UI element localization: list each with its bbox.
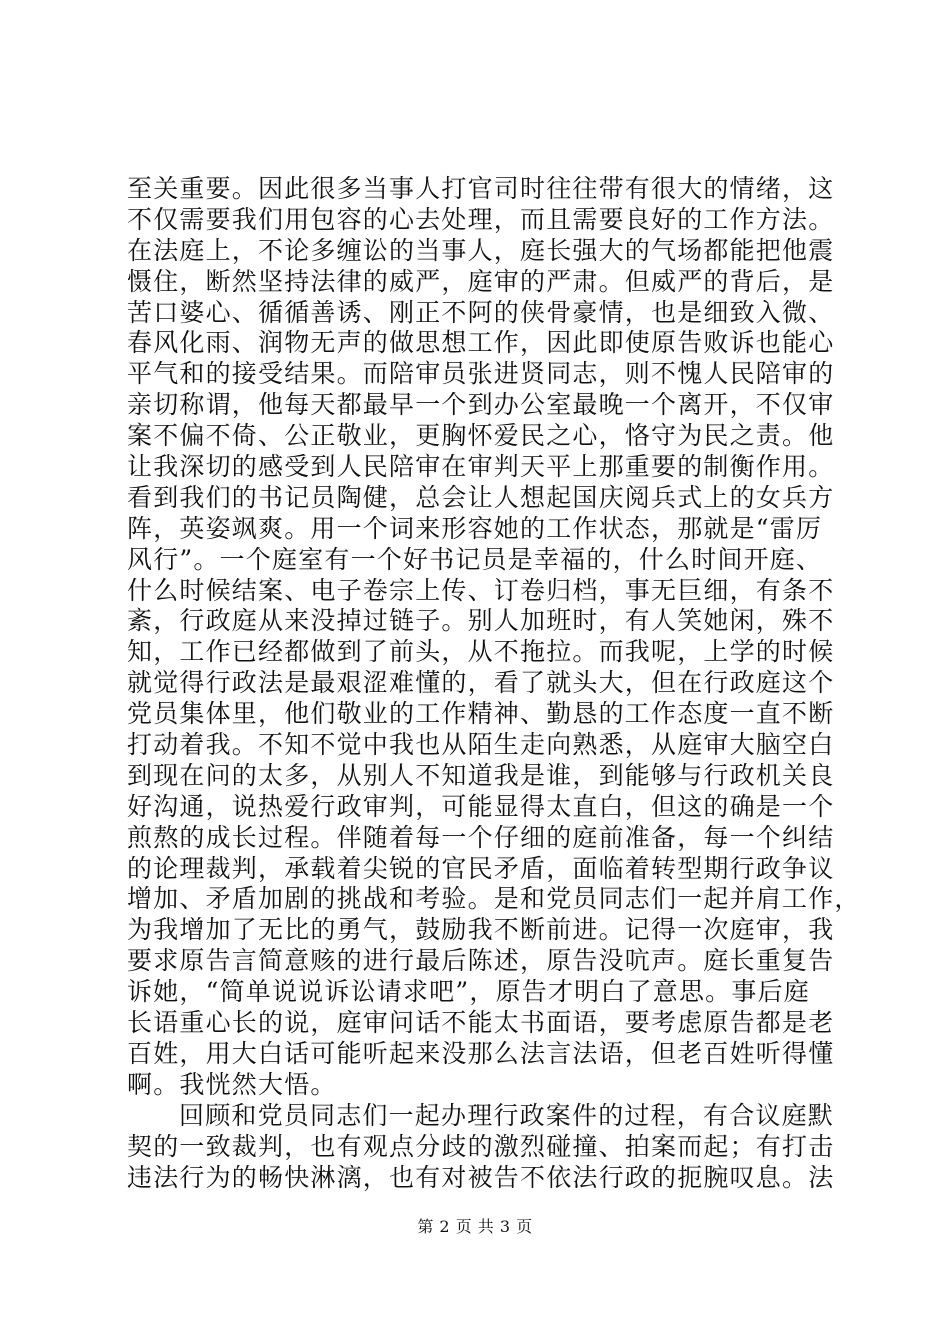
text-line: 百姓，用大白话可能听起来没那么法言法语，但老百姓听得懂 bbox=[127, 1038, 835, 1068]
text-line: 知，工作已经都做到了前头，从不拖拉。而我呢，上学的时候 bbox=[127, 637, 835, 667]
paragraph-2 bbox=[127, 1100, 835, 1194]
text-line: 不仅需要我们用包容的心去处理，而且需要良好的工作方法。 bbox=[127, 204, 835, 234]
text-line: 煎熬的成长过程。伴随着每一个仔细的庭前准备，每一个纠结 bbox=[127, 822, 835, 852]
text-line: 亲切称谓，他每天都最早一个到办公室最晚一个离开，不仅审 bbox=[127, 390, 835, 420]
text-line: 案不偏不倚、公正敬业，更胸怀爱民之心，恪守为民之责。他 bbox=[127, 421, 835, 451]
paragraph-1 bbox=[127, 174, 861, 1101]
text-line: 的论理裁判，承载着尖锐的官民矛盾，面临着转型期行政争议 bbox=[127, 853, 835, 883]
text-line: 啊。我恍然大悟。 bbox=[127, 1069, 337, 1099]
text-line: 看到我们的书记员陶健，总会让人想起国庆阅兵式上的女兵方 bbox=[127, 482, 835, 512]
page-footer bbox=[0, 1214, 950, 1237]
text-line: 党员集体里，他们敬业的工作精神、勤恳的工作态度一直不断 bbox=[127, 699, 835, 729]
text-line: 好沟通，说热爱行政审判，可能显得太直白，但这的确是一个 bbox=[127, 791, 835, 821]
text-line: 就觉得行政法是最艰涩难懂的，看了就头大，但在行政庭这个 bbox=[127, 668, 835, 698]
text-line: 在法庭上，不论多缠讼的当事人，庭长强大的气场都能把他震 bbox=[127, 235, 835, 265]
text-line: 阵，英姿飒爽。用一个词来形容她的工作状态，那就是“雷厉 bbox=[127, 513, 823, 543]
text-line: 长语重心长的说，庭审问话不能太书面语，要考虑原告都是老 bbox=[127, 1008, 835, 1038]
text-line: 要求原告言简意赅的进行最后陈述，原告没吭声。庭长重复告 bbox=[127, 946, 835, 976]
text-line: 春风化雨、润物无声的做思想工作，因此即使原告败诉也能心 bbox=[127, 328, 835, 358]
text-line: 诉她，“简单说说诉讼请求吧”，原告才明白了意思。事后庭 bbox=[127, 977, 810, 1007]
text-line: 违法行为的畅快淋漓，也有对被告不依法行政的扼腕叹息。法 bbox=[127, 1162, 835, 1192]
text-line: 紊，行政庭从来没掉过链子。别人加班时，有人笑她闲，殊不 bbox=[127, 606, 835, 636]
text-line: 契的一致裁判，也有观点分歧的激烈碰撞、拍案而起；有打击 bbox=[127, 1131, 835, 1161]
text-line: 让我深切的感受到人民陪审在审判天平上那重要的制衡作用。 bbox=[127, 452, 835, 482]
text-line: 至关重要。因此很多当事人打官司时往往带有很大的情绪，这 bbox=[127, 174, 835, 203]
text-line: 苦口婆心、循循善诱、刚正不阿的侠骨豪情，也是细致入微、 bbox=[127, 297, 835, 327]
text-line: 慑住，断然坚持法律的威严，庭审的严肃。但威严的背后，是 bbox=[127, 266, 835, 296]
text-line: 增加、矛盾加剧的挑战和考验。是和党员同志们一起并肩工作， bbox=[127, 884, 861, 914]
text-line: 什么时候结案、电子卷宗上传、订卷归档，事无巨细，有条不 bbox=[127, 575, 835, 605]
text-line: 平气和的接受结果。而陪审员张进贤同志，则不愧人民陪审的 bbox=[127, 359, 835, 389]
text-line: 为我增加了无比的勇气，鼓励我不断前进。记得一次庭审，我 bbox=[127, 915, 835, 945]
text-line: 打动着我。不知不觉中我也从陌生走向熟悉，从庭审大脑空白 bbox=[127, 730, 835, 760]
text-line: 风行”。一个庭室有一个好书记员是幸福的，什么时间开庭、 bbox=[127, 544, 823, 574]
text-line: 到现在问的太多，从别人不知道我是谁，到能够与行政机关良 bbox=[127, 760, 835, 790]
page-number: 第 2 页 共 3 页 bbox=[417, 1217, 533, 1236]
text-line: 回顾和党员同志们一起办理行政案件的过程，有合议庭默 bbox=[179, 1100, 835, 1130]
document-body bbox=[127, 174, 861, 1193]
